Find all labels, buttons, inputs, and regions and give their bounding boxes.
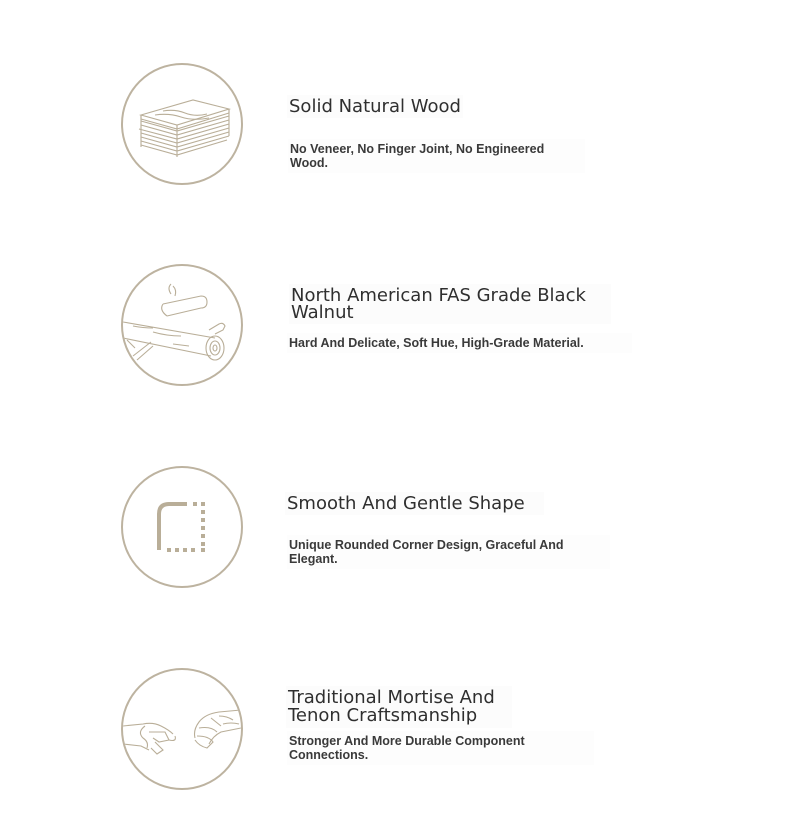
mortise-tenon-icon <box>121 668 243 790</box>
feature-subtitle: Hard And Delicate, Soft Hue, High-Grade Material. <box>287 333 632 353</box>
rounded-corner-icon <box>121 466 243 588</box>
feature-title: Traditional Mortise And Tenon Craftsmanship <box>286 686 512 728</box>
feature-title: Solid Natural Wood <box>289 96 461 117</box>
feature-subtitle: Stronger And More Durable Component Connections. <box>287 731 594 765</box>
feature-title: Smooth And Gentle Shape <box>285 492 544 515</box>
wood-planks-icon <box>121 63 243 185</box>
feature-subtitle: No Veneer, No Finger Joint, No Engineered Wood. <box>288 139 585 173</box>
feature-subtitle: Unique Rounded Corner Design, Graceful And Elegant. <box>287 535 610 569</box>
feature-title: North American FAS Grade Black Walnut <box>289 284 611 324</box>
walnut-log-icon <box>121 264 243 386</box>
